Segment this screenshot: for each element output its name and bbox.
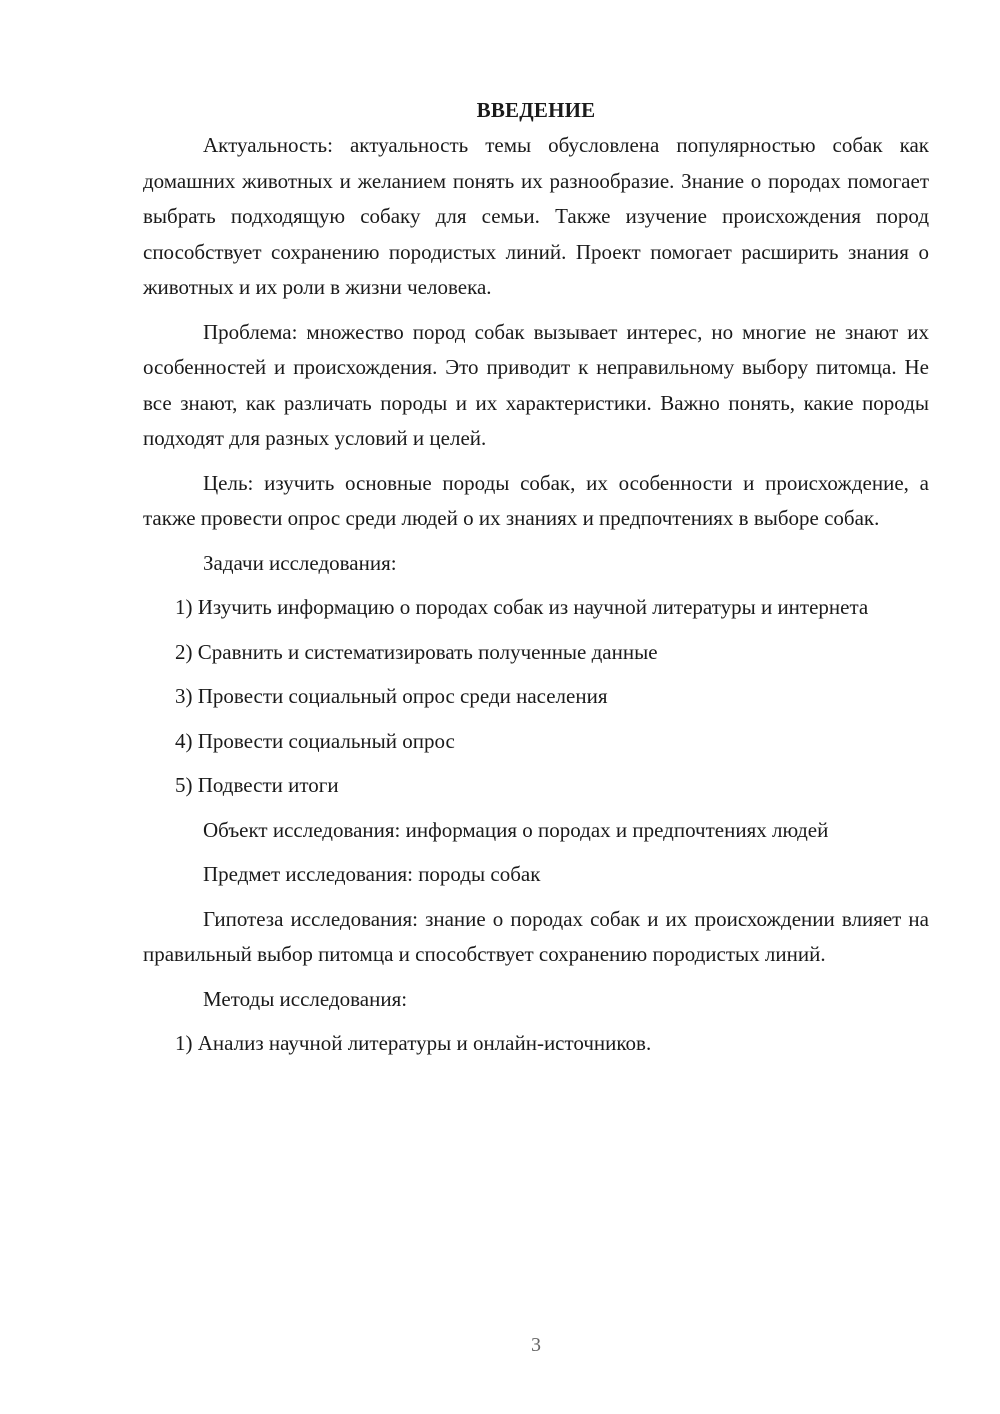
task-item-5: 5) Подвести итоги	[175, 773, 339, 797]
paragraph-hypothesis: Гипотеза исследования: знание о породах собак и их происхождении влияет на правильный выбор питомца и способствует сохранению породистых линий.	[143, 906, 929, 966]
document-page	[143, 92, 929, 1071]
task-item-3: 3) Провести социальный опрос среди населения	[175, 684, 608, 708]
paragraph-object: Объект исследования: информация о породах и предпочтениях людей	[203, 817, 829, 842]
task-item-1: 1) Изучить информацию о породах собак из научной литературы и интернета	[175, 595, 869, 619]
paragraph-subject: Предмет исследования: породы собак	[203, 862, 541, 886]
section-title: ВВЕДЕНИЕ	[476, 98, 596, 122]
paragraph-relevance: Актуальность: актуальность темы обусловлена популярностью собак как домашних животных и желанием понять их разнообразие. Знание о породах помогает выбрать подходящую собаку для семьи. Также изучение происхождения пород способствует сохранению породистых линий. Проект помогает расширить знания о животных и их роли в жизни человека.	[143, 133, 929, 299]
paragraph-problem: Проблема: множество пород собак вызывает интерес, но многие не знают их особенностей и происхождения. Это приводит к неправильному выбору питомца. Не все знают, как различать породы и их характеристики. Важно понять, какие породы подходят для разных условий и целей.	[143, 319, 929, 450]
task-item-4: 4) Провести социальный опрос	[175, 728, 455, 753]
paragraph-goal: Цель: изучить основные породы собак, их особенности и происхождение, а также провести опрос среди людей о их знаниях и предпочтениях в выборе собак.	[143, 470, 929, 530]
methods-heading: Методы исследования:	[203, 986, 408, 1011]
page-number: 3	[531, 1334, 541, 1356]
task-item-2: 2) Сравнить и систематизировать полученные данные	[175, 639, 658, 664]
tasks-heading: Задачи исследования:	[203, 550, 397, 575]
method-item-1: 1) Анализ научной литературы и онлайн-источников.	[175, 1031, 652, 1055]
